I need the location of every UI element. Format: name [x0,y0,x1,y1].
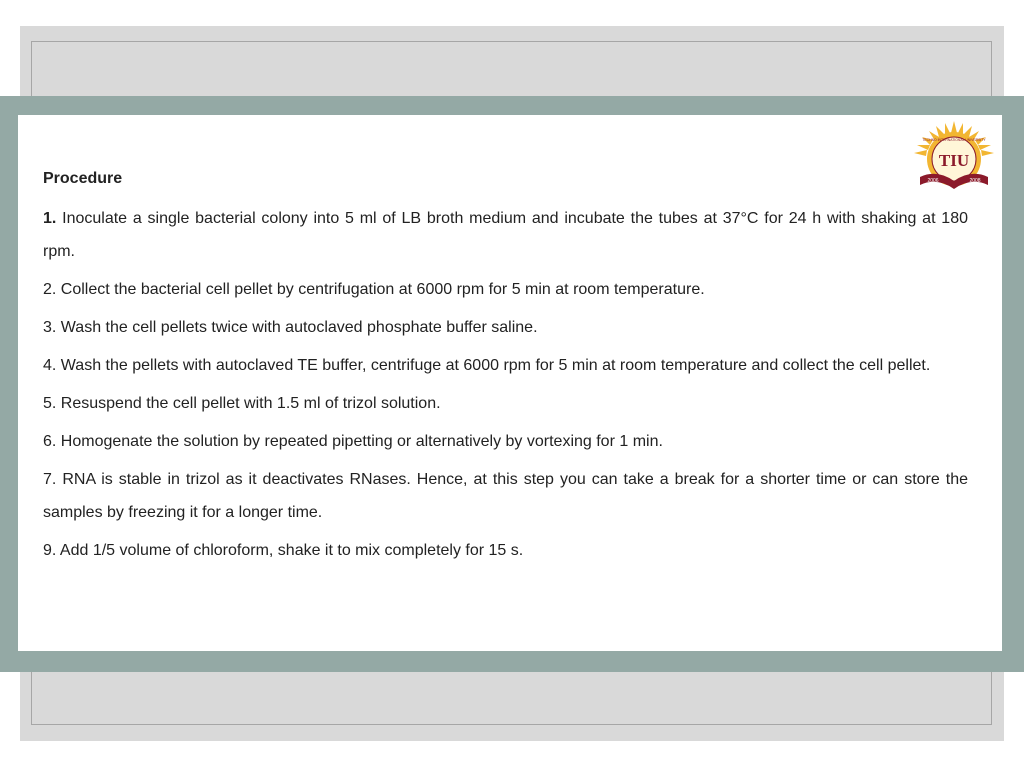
step-text: Add 1/5 volume of chloroform, shake it to mix completely for 15 s. [59,542,524,559]
step-text: Resuspend the cell pellet with 1.5 ml of trizol solution. [60,395,441,412]
logo-year-right: 2008 [969,178,981,184]
procedure-step-4 [43,349,968,382]
step-number: 7. [43,471,57,488]
logo-initials: TIU [938,151,970,170]
step-number: 4. [43,357,57,374]
step-text: RNA is stable in trizol as it deactivates RNases. Hence, at this step you can take a break for a shorter time or can store the samples by freezing it for a longer time. [43,471,968,521]
logo-ring-text: TECHNO INTERNATIONAL UNIVERSITY [922,138,986,142]
procedure-step-1 [43,202,968,268]
step-text: Inoculate a single bacterial colony into 5 ml of LB broth medium and incubate the tubes at 37°C for 24 h with shaking at 180 rpm. [43,210,968,260]
step-text: Collect the bacterial cell pellet by centrifugation at 6000 rpm for 5 min at room temperature. [60,281,705,298]
procedure-content [43,166,968,572]
step-text: Wash the pellets with autoclaved TE buffer, centrifuge at 6000 rpm for 5 min at room temperature and collect the cell pellet. [60,357,931,374]
step-number: 2. [43,281,57,298]
procedure-step-7 [43,463,968,529]
procedure-step-2 [43,273,968,306]
logo-year-left: 2006 [927,178,939,184]
step-number: 6. [43,433,57,450]
procedure-step-9 [43,534,968,567]
step-number: 5. [43,395,57,412]
step-text: Wash the cell pellets twice with autoclaved phosphate buffer saline. [60,319,538,336]
step-number: 3. [43,319,57,336]
step-text: Homogenate the solution by repeated pipetting or alternatively by vortexing for 1 min. [60,433,663,450]
procedure-step-6 [43,425,968,458]
procedure-heading: Procedure [43,170,123,187]
procedure-step-3 [43,311,968,344]
step-number: 1. [43,210,57,227]
step-number: 9. [43,542,57,559]
procedure-step-5 [43,387,968,420]
